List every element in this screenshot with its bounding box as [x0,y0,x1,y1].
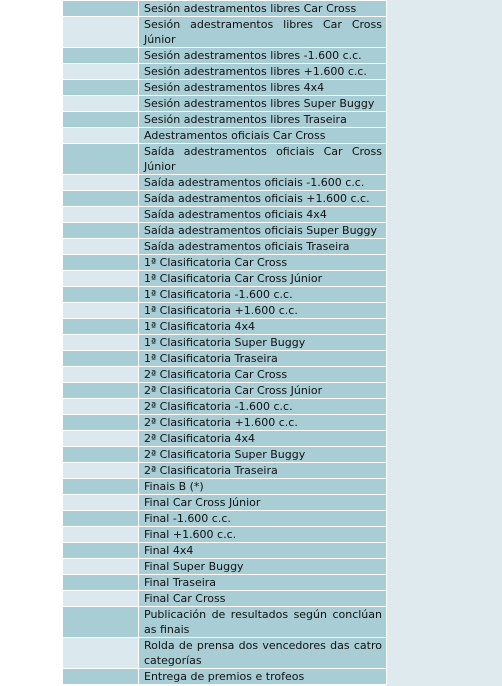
table-row [63,175,387,191]
table-row [63,479,387,495]
event-cell: 1ª Clasificatoria 4x4 [139,319,387,335]
table-row [63,64,387,80]
event-cell: 1ª Clasificatoria -1.600 c.c. [139,287,387,303]
time-cell [63,415,139,431]
event-cell: Entrega de premios e trofeos [139,669,387,685]
table-row [63,207,387,223]
event-cell: Final Car Cross [139,591,387,607]
time-cell [63,638,139,669]
time-cell [63,319,139,335]
time-cell [63,207,139,223]
table-row [63,223,387,239]
event-cell: Final Super Buggy [139,559,387,575]
table-row [63,447,387,463]
table-row [63,255,387,271]
event-cell: Final Traseira [139,575,387,591]
table-row [63,607,387,638]
event-cell: Final 4x4 [139,543,387,559]
event-cell: Saída adestramentos oficiais -1.600 c.c. [139,175,387,191]
time-cell [63,287,139,303]
time-cell [63,495,139,511]
table-row [63,431,387,447]
event-cell: Final -1.600 c.c. [139,511,387,527]
time-cell [63,80,139,96]
time-cell [63,48,139,64]
time-cell [63,335,139,351]
time-cell [63,591,139,607]
time-cell [63,431,139,447]
event-cell: Sesión adestramentos libres 4x4 [139,80,387,96]
time-cell [63,17,139,48]
table-row [63,112,387,128]
table-row [63,399,387,415]
table-row [63,669,387,685]
schedule-table [62,0,387,685]
event-cell: 1ª Clasificatoria Car Cross Júnior [139,271,387,287]
table-row [63,351,387,367]
event-cell: Saída adestramentos oficiais +1.600 c.c. [139,191,387,207]
time-cell [63,303,139,319]
time-cell [63,511,139,527]
time-cell [63,64,139,80]
table-row [63,239,387,255]
event-cell: 1ª Clasificatoria Traseira [139,351,387,367]
event-cell: Saída adestramentos oficiais Car Cross Júnior [139,144,387,175]
table-row [63,495,387,511]
time-cell [63,351,139,367]
table-row [63,128,387,144]
event-cell: Sesión adestramentos libres Super Buggy [139,96,387,112]
table-row [63,575,387,591]
table-row [63,96,387,112]
event-cell: Publicación de resultados según conclúan as finais [139,607,387,638]
table-row [63,527,387,543]
time-cell [63,1,139,17]
time-cell [63,112,139,128]
event-cell: Sesión adestramentos libres Traseira [139,112,387,128]
table-row [63,271,387,287]
table-row [63,559,387,575]
event-cell: Final Car Cross Júnior [139,495,387,511]
table-row [63,319,387,335]
table-row [63,191,387,207]
table-row [63,543,387,559]
table-row [63,48,387,64]
time-cell [63,144,139,175]
event-cell: 2ª Clasificatoria Traseira [139,463,387,479]
event-cell: 1ª Clasificatoria Car Cross [139,255,387,271]
table-row [63,287,387,303]
time-cell [63,527,139,543]
event-cell: 1ª Clasificatoria +1.600 c.c. [139,303,387,319]
time-cell [63,128,139,144]
time-cell [63,479,139,495]
time-cell [63,96,139,112]
time-cell [63,399,139,415]
time-cell [63,383,139,399]
table-row [63,17,387,48]
table-row [63,335,387,351]
table-row [63,415,387,431]
time-cell [63,543,139,559]
event-cell: Rolda de prensa dos vencedores das catro categorías [139,638,387,669]
page-margin [0,0,62,686]
time-cell [63,607,139,638]
time-cell [63,669,139,685]
time-cell [63,575,139,591]
event-cell: Saída adestramentos oficiais Traseira [139,239,387,255]
table-row [63,303,387,319]
time-cell [63,175,139,191]
event-cell: 2ª Clasificatoria Car Cross Júnior [139,383,387,399]
time-cell [63,271,139,287]
event-cell: 2ª Clasificatoria Super Buggy [139,447,387,463]
event-cell: 2ª Clasificatoria -1.600 c.c. [139,399,387,415]
time-cell [63,367,139,383]
table-row [63,1,387,17]
table-row [63,144,387,175]
event-cell: Saída adestramentos oficiais Super Buggy [139,223,387,239]
event-cell: 1ª Clasificatoria Super Buggy [139,335,387,351]
table-row [63,638,387,669]
table-row [63,80,387,96]
event-cell: Saída adestramentos oficiais 4x4 [139,207,387,223]
event-cell: Sesión adestramentos libres Car Cross Júnior [139,17,387,48]
event-cell: Finais B (*) [139,479,387,495]
time-cell [63,255,139,271]
table-row [63,367,387,383]
table-row [63,383,387,399]
event-cell: 2ª Clasificatoria Car Cross [139,367,387,383]
table-row [63,591,387,607]
right-panel [385,0,502,686]
time-cell [63,447,139,463]
time-cell [63,559,139,575]
time-cell [63,191,139,207]
event-cell: 2ª Clasificatoria +1.600 c.c. [139,415,387,431]
event-cell: Sesión adestramentos libres -1.600 c.c. [139,48,387,64]
time-cell [63,463,139,479]
event-cell: Sesión adestramentos libres Car Cross [139,1,387,17]
time-cell [63,239,139,255]
table-row [63,463,387,479]
event-cell: Adestramentos oficiais Car Cross [139,128,387,144]
event-cell: 2ª Clasificatoria 4x4 [139,431,387,447]
time-cell [63,223,139,239]
event-cell: Sesión adestramentos libres +1.600 c.c. [139,64,387,80]
table-row [63,511,387,527]
event-cell: Final +1.600 c.c. [139,527,387,543]
